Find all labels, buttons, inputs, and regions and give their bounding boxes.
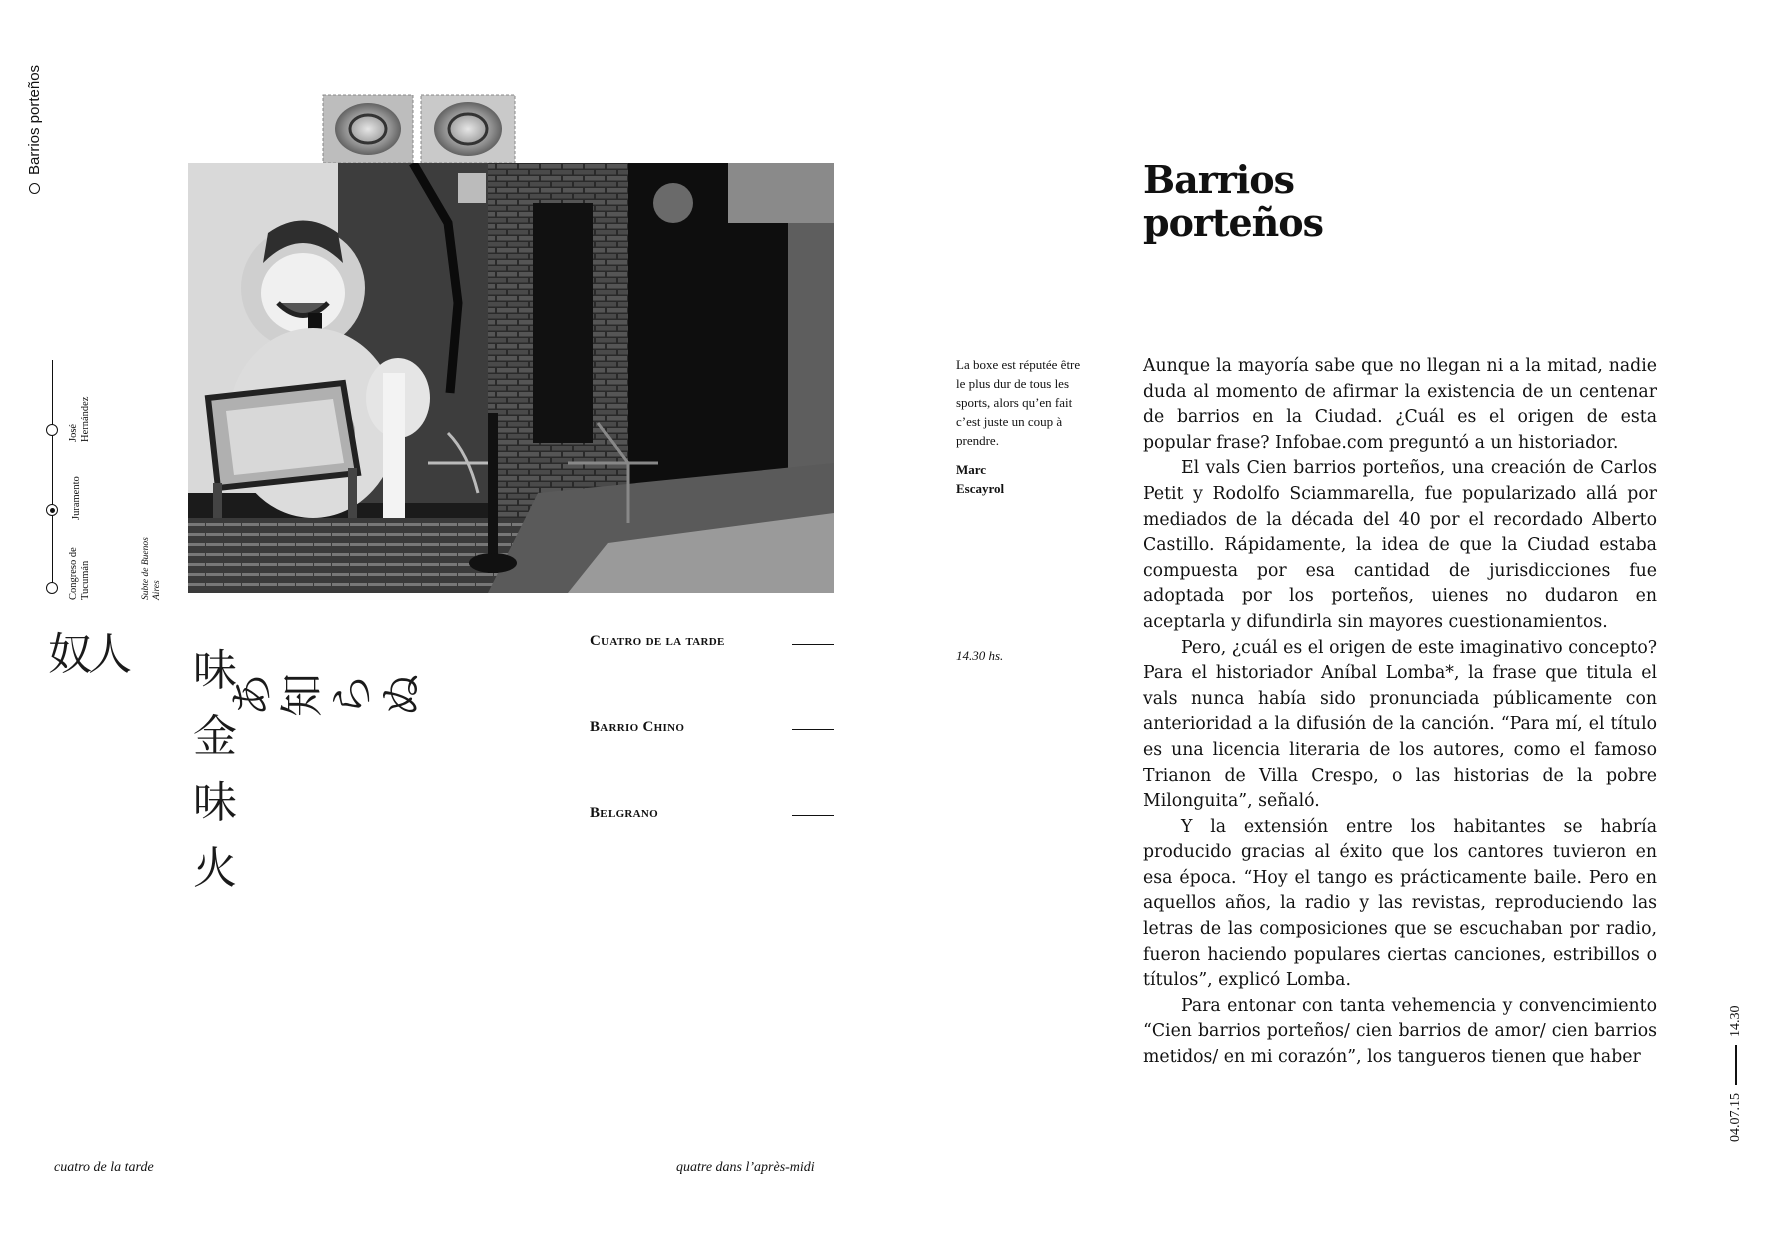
stamps-image: [321, 93, 517, 165]
schedule-label: Barrio Chino: [590, 719, 685, 735]
quote-author-first: Marc: [956, 462, 987, 477]
schedule-rule: [792, 644, 834, 645]
quote-author-last: Escayrol: [956, 481, 1005, 496]
meta-dash: [1735, 1045, 1736, 1085]
section-label: [26, 44, 52, 194]
date-time-meta: [1728, 1002, 1756, 1142]
article-body: [1143, 354, 1657, 1071]
calligraphy-col2: 味金味火: [193, 645, 237, 894]
schedule-label: Belgrano: [590, 805, 659, 821]
article-paragraph: Pero, ¿cuál es el origen de este imaginativo concepto? Para el historiador Aníbal Lomba*, la frase que titula el vals nunca había sido pronunciada públicamente con anterioridad a la difusión de la canción. “Para mí, el título es una licencia literaria de los autores, como el famoso Trianon de Villa Crespo, o las historias de la pobre Milonguita”, señaló.: [1143, 637, 1657, 812]
schedule-label: Cuatro de la tarde: [590, 633, 725, 649]
station-stop-icon: [46, 582, 58, 594]
station-name: José Hernández: [68, 396, 91, 442]
article-paragraph: Para entonar con tanta vehemencia y convencimiento “Cien barrios porteños/ cien barrios de amor/ cien barrios metidos/ en mi corazón”, los tangueros tienen que haber: [1143, 995, 1657, 1068]
calligraphy-col3: あ知らぬ: [227, 673, 428, 717]
quote-text: La boxe est réputée être le plus dur de tous les sports, alors qu’en fait c’est juste un coup à prendre.: [956, 357, 1081, 448]
article-paragraph: El vals Cien barrios porteños, una creación de Carlos Petit y Rodolfo Sciammarella, fue popularizado allá por mediados de la década del 40 por el recordado Alberto Castillo. Rápidamente, la idea de que la Ciudad estaba compuesta por esa cantidad de jurisdicciones fue adoptada por los porteños, uienes no dudaron en aceptarla y difundirla sin mayores cuestionamientos.: [1143, 458, 1657, 632]
meta-date: 04.07.15: [1728, 1093, 1743, 1142]
article-title-line2: porteños: [1143, 200, 1324, 245]
footer-left: cuatro de la tarde: [54, 1160, 154, 1175]
footer-center: quatre dans l’après-midi: [676, 1160, 815, 1175]
article-paragraph: Aunque la mayoría sabe que no llegan ni a la mitad, nadie duda al momento de afirmar la existencia de un centenar de barrios en la Ciudad. ¿Cuál es el origen de esta popular frase? Infobae.com preguntó a un historiador.: [1143, 356, 1657, 453]
chinatown-photo: [188, 163, 834, 593]
article-title-line1: Barrios: [1143, 157, 1294, 202]
station-stop-icon: [46, 424, 58, 436]
calligraphy-col1: 奴人: [48, 629, 128, 680]
section-label-text: Barrios porteños: [26, 64, 43, 175]
time-note: 14.30 hs.: [956, 648, 1004, 663]
subway-caption: Subte de Buenos Aires: [141, 537, 162, 600]
article-title: [1143, 158, 1443, 244]
article-paragraph: Y la extensión entre los habitantes se habría producido gracias al éxito que los cantores tuvieron en esa época. “Hoy el tango es prácticamente baile. Pero en aquellos años, la radio y las revistas, reproduciendo las letras de las composiciones que se escuchaban por radio, fueron haciendo populares ciertas canciones, estribillos o títulos”, explicó Lomba.: [1143, 816, 1657, 991]
schedule-rule: [792, 815, 834, 816]
meta-time: 14.30: [1728, 1005, 1743, 1037]
station-name: Juramento: [71, 476, 82, 520]
station-name: Congreso de Tucumán: [68, 547, 91, 600]
subway-line: [52, 360, 53, 590]
circle-icon: [29, 183, 40, 194]
station-stop-active-icon: [46, 504, 58, 516]
pull-quote: [956, 355, 1086, 498]
schedule-rule: [792, 729, 834, 730]
